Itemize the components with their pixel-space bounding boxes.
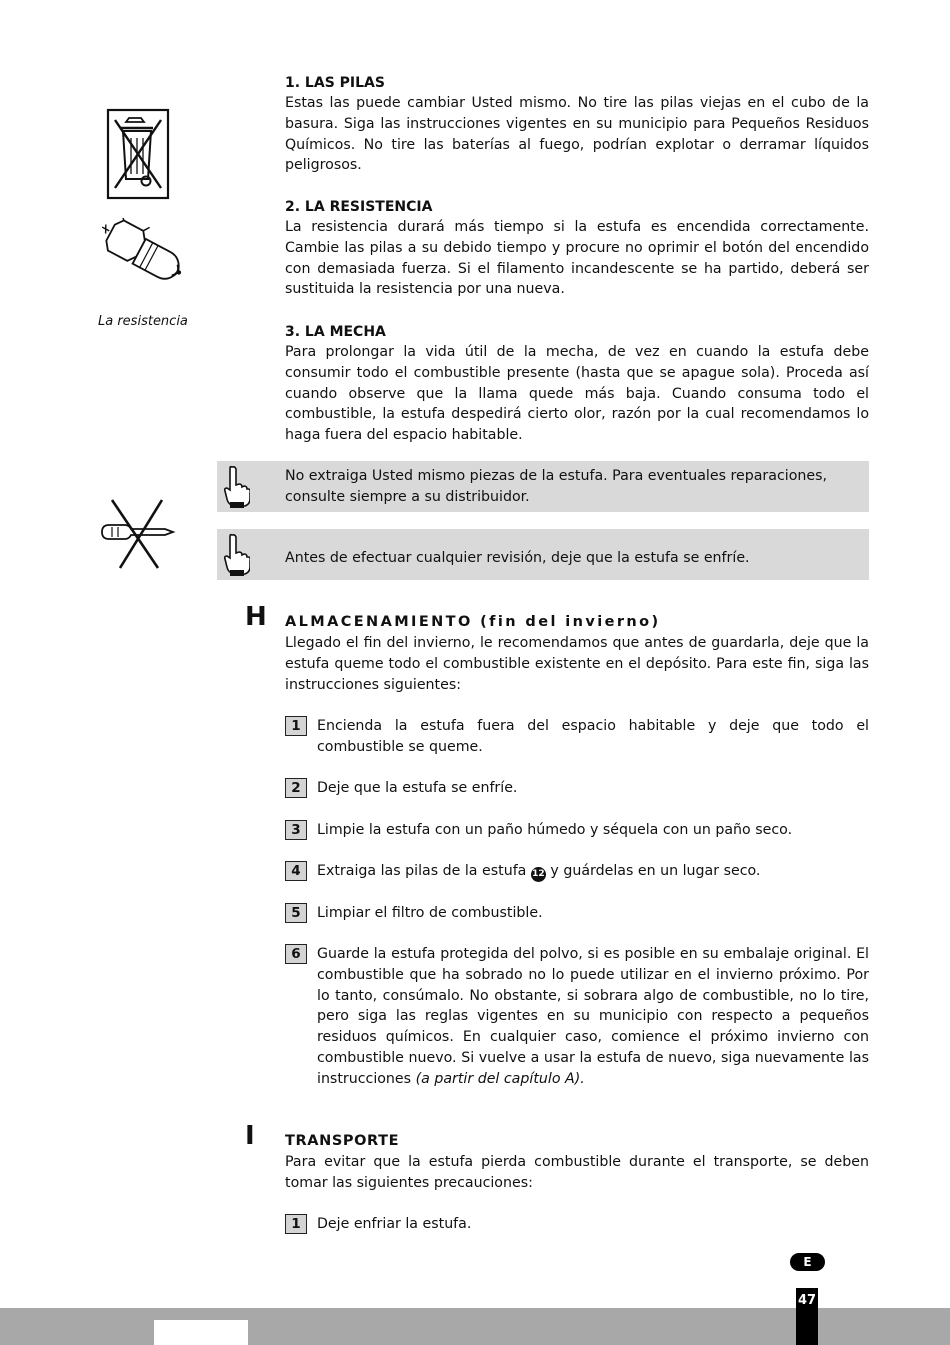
step-item: [285, 778, 869, 800]
crossed-bin-icon: [106, 108, 170, 200]
title-main: ALMACENAMIENTO: [285, 614, 473, 630]
step-text-italic: (a partir del capítulo A).: [415, 1070, 585, 1087]
step-text-after: y guárdelas en un lugar seco.: [550, 863, 761, 879]
section-heading-pilas: 1. LAS PILAS: [285, 75, 385, 91]
step-number: 3: [285, 820, 307, 840]
warning-box: [217, 461, 869, 512]
step-number: 1: [285, 1214, 307, 1234]
part-reference-badge: 12: [531, 867, 546, 882]
pointing-hand-icon: [224, 533, 250, 577]
step-item: [285, 820, 869, 842]
section-heading-mecha: 3. LA MECHA: [285, 324, 386, 340]
footer-label-area: [154, 1320, 248, 1345]
step-number: 5: [285, 903, 307, 923]
step-text: [317, 944, 869, 1090]
warning-box: [217, 529, 869, 580]
step-number: 1: [285, 716, 307, 736]
section-text-mecha: Para prolongar la vida útil de la mecha, de vez en cuando la estufa debe consumir todo el combustible presente (hasta que se apague sola). Proceda así cuando observe que la llama quede más baja. Cuando consuma todo el combustible, la estufa despedirá cierto olor, razón por la cual recomendamos lo haga fuera del espacio habitable.: [285, 344, 869, 444]
section-intro-almacenamiento: Llegado el fin del invierno, le recomendamos que antes de guardarla, deje que la estufa queme todo el combustible existente en el depósito. Para este fin, siga las instrucciones siguientes:: [285, 635, 869, 693]
warning-text: No extraiga Usted mismo piezas de la estufa. Para eventuales reparaciones, consulte siempre a su distribuidor.: [285, 468, 827, 505]
step-text: Encienda la estufa fuera del espacio habitable y deje que todo el combustible se queme.: [317, 718, 869, 755]
section-title-transporte: TRANSPORTE: [285, 1133, 400, 1149]
section-letter-i: I: [245, 1121, 255, 1151]
warning-text: Antes de efectuar cualquier revisión, deje que la estufa se enfríe.: [285, 550, 750, 566]
section-text-resistencia: La resistencia durará más tiempo si la estufa es encendida correctamente. Cambie las pilas a su debido tiempo y procure no oprimir el botón del encendido con demasiada fuerza. Si el filamento incandescente se ha partido, deberá ser sustituida la resistencia por una nueva.: [285, 219, 869, 298]
step-text: [317, 861, 869, 882]
step-number: 2: [285, 778, 307, 798]
page-number: 47: [796, 1288, 818, 1345]
step-text: Limpie la estufa con un paño húmedo y séquela con un paño seco.: [317, 822, 793, 838]
step-text-before: Extraiga las pilas de la estufa: [317, 863, 527, 879]
step-text-main: Guarde la estufa protegida del polvo, si es posible en su embalaje original. El combustible que ha sobrado no lo puede utilizar en el invierno próximo. Por lo tanto, consúmalo. No obstante, si sobrara algo de combustible, no lo tire, pero siga las reglas vigentes en su municipio con respecto a pequeños residuos químicos. En cualquier caso, comience el próximo invierno con combustible nuevo. Si vuelve a usar la estufa de nuevo, siga nuevamente las instrucciones: [317, 946, 869, 1087]
step-text: Deje que la estufa se enfríe.: [317, 780, 518, 796]
section-heading-resistencia: 2. LA RESISTENCIA: [285, 199, 433, 215]
step-item: [285, 944, 869, 1090]
step-item: [285, 861, 869, 883]
pointing-hand-icon: [224, 465, 250, 509]
resistance-caption: La resistencia: [98, 314, 188, 329]
crossed-screwdriver-icon: [100, 498, 178, 570]
step-item: [285, 903, 869, 925]
step-number: 4: [285, 861, 307, 881]
section-title-almacenamiento: [285, 613, 660, 631]
step-number: 6: [285, 944, 307, 964]
step-text: Limpiar el filtro de combustible.: [317, 905, 543, 921]
language-badge: E: [790, 1253, 825, 1271]
step-item: [285, 716, 869, 758]
section-intro-transporte: Para evitar que la estufa pierda combustible durante el transporte, se deben tomar las siguientes precauciones:: [285, 1154, 869, 1191]
section-text-pilas: Estas las puede cambiar Usted mismo. No tire las pilas viejas en el cubo de la basura. Siga las instrucciones vigentes en su municipio para Pequeños Residuos Químicos. No tire las baterías al fuego, podrían explotar o derramar líquidos peligrosos.: [285, 95, 869, 174]
resistance-icon: [90, 218, 190, 290]
section-letter-h: H: [245, 602, 267, 632]
step-text: Deje enfriar la estufa.: [317, 1216, 472, 1232]
title-paren: (fin del invierno): [480, 614, 661, 630]
step-item: [285, 1214, 869, 1236]
